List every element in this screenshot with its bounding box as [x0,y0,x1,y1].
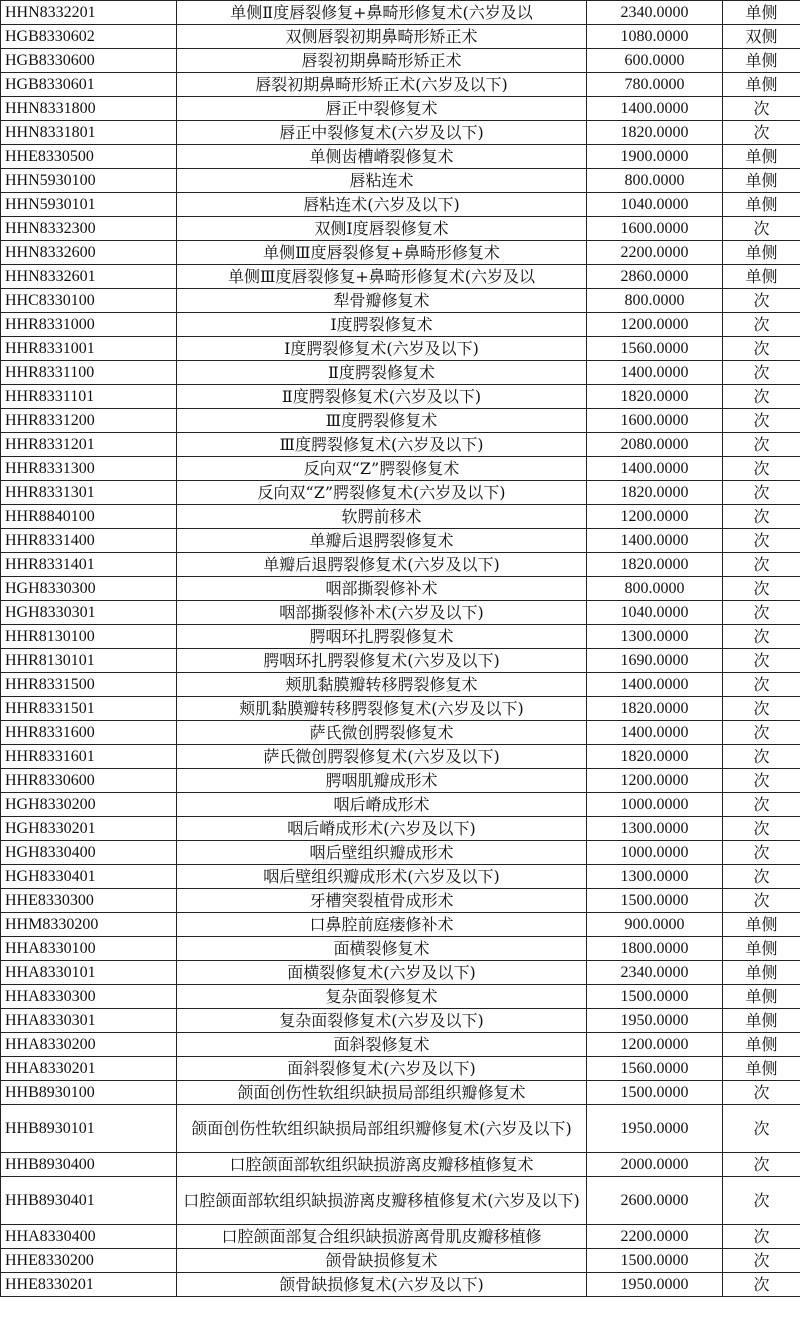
name-cell: 腭咽环扎腭裂修复术(六岁及以下) [177,649,587,673]
name-cell: 双侧Ⅰ度唇裂修复术 [177,217,587,241]
name-cell: 颌骨缺损修复术(六岁及以下) [177,1273,587,1297]
unit-cell: 次 [723,505,800,529]
table-row [1,985,800,1009]
price-cell: 1040.0000 [587,601,723,625]
unit-cell: 次 [723,817,800,841]
name-cell: 口腔颌面部复合组织缺损游离骨肌皮瓣移植修 [177,1225,587,1249]
code-cell: HHR8331400 [1,529,177,553]
code-cell: HGH8330400 [1,841,177,865]
table-row [1,25,800,49]
price-cell: 1950.0000 [587,1273,723,1297]
name-cell: Ⅱ度腭裂修复术(六岁及以下) [177,385,587,409]
code-cell: HHE8330500 [1,145,177,169]
unit-cell: 次 [723,1081,800,1105]
code-cell: HHR8130101 [1,649,177,673]
price-cell: 1300.0000 [587,865,723,889]
code-cell: HHR8331001 [1,337,177,361]
table-row [1,481,800,505]
unit-cell: 次 [723,1105,800,1153]
name-cell: 咽后嵴成形术(六岁及以下) [177,817,587,841]
name-cell: 软腭前移术 [177,505,587,529]
price-cell: 1690.0000 [587,649,723,673]
unit-cell: 单侧 [723,193,800,217]
table-row [1,1105,800,1153]
unit-cell: 单侧 [723,49,800,73]
code-cell: HHE8330200 [1,1249,177,1273]
unit-cell: 次 [723,433,800,457]
table-row [1,1249,800,1273]
unit-cell: 次 [723,337,800,361]
name-cell: 唇粘连术(六岁及以下) [177,193,587,217]
price-cell: 2200.0000 [587,1225,723,1249]
code-cell: HHN8332201 [1,1,177,25]
table-row [1,385,800,409]
unit-cell: 次 [723,697,800,721]
code-cell: HGB8330601 [1,73,177,97]
table-row [1,361,800,385]
code-cell: HHN8332601 [1,265,177,289]
price-cell: 1950.0000 [587,1009,723,1033]
code-cell: HHR8840100 [1,505,177,529]
unit-cell: 单侧 [723,1,800,25]
code-cell: HHC8330100 [1,289,177,313]
name-cell: 颌骨缺损修复术 [177,1249,587,1273]
table-row [1,97,800,121]
unit-cell: 次 [723,1153,800,1177]
name-cell: 咽部撕裂修补术 [177,577,587,601]
name-cell: 单瓣后退腭裂修复术 [177,529,587,553]
code-cell: HHR8331600 [1,721,177,745]
code-cell: HHA8330100 [1,937,177,961]
name-cell: 单瓣后退腭裂修复术(六岁及以下) [177,553,587,577]
code-cell: HHR8331601 [1,745,177,769]
code-cell: HHR8331101 [1,385,177,409]
name-cell: 口腔颌面部软组织缺损游离皮瓣移植修复术(六岁及以下) [177,1177,587,1225]
price-cell: 1500.0000 [587,1081,723,1105]
name-cell: 唇粘连术 [177,169,587,193]
code-cell: HGB8330602 [1,25,177,49]
table-row [1,1153,800,1177]
table-row [1,409,800,433]
price-cell: 2080.0000 [587,433,723,457]
unit-cell: 次 [723,841,800,865]
code-cell: HHA8330300 [1,985,177,1009]
price-cell: 1200.0000 [587,1033,723,1057]
price-cell: 1200.0000 [587,313,723,337]
table-row [1,337,800,361]
table-row [1,865,800,889]
unit-cell: 单侧 [723,913,800,937]
unit-cell: 次 [723,745,800,769]
price-cell: 1820.0000 [587,121,723,145]
name-cell: 双侧唇裂初期鼻畸形矫正术 [177,25,587,49]
price-cell: 800.0000 [587,577,723,601]
unit-cell: 次 [723,481,800,505]
name-cell: Ⅲ度腭裂修复术 [177,409,587,433]
unit-cell: 单侧 [723,241,800,265]
code-cell: HGH8330200 [1,793,177,817]
name-cell: 单侧齿槽嵴裂修复术 [177,145,587,169]
table-row [1,889,800,913]
price-cell: 600.0000 [587,49,723,73]
unit-cell: 次 [723,409,800,433]
price-cell: 1560.0000 [587,1057,723,1081]
code-cell: HGH8330401 [1,865,177,889]
name-cell: 面斜裂修复术 [177,1033,587,1057]
name-cell: 萨氏微创腭裂修复术 [177,721,587,745]
price-cell: 2000.0000 [587,1153,723,1177]
name-cell: 腭咽肌瓣成形术 [177,769,587,793]
code-cell: HHR8331500 [1,673,177,697]
name-cell: 唇裂初期鼻畸形矫正术 [177,49,587,73]
name-cell: Ⅲ度腭裂修复术(六岁及以下) [177,433,587,457]
code-cell: HHR8331100 [1,361,177,385]
code-cell: HHR8331201 [1,433,177,457]
code-cell: HHN5930100 [1,169,177,193]
table-row [1,1033,800,1057]
table-row [1,313,800,337]
code-cell: HHA8330201 [1,1057,177,1081]
code-cell: HHN5930101 [1,193,177,217]
unit-cell: 次 [723,649,800,673]
price-cell: 1400.0000 [587,529,723,553]
code-cell: HHE8330300 [1,889,177,913]
name-cell: 单侧Ⅲ度唇裂修复+鼻畸形修复术(六岁及以 [177,265,587,289]
price-cell: 1200.0000 [587,769,723,793]
name-cell: 口腔颌面部软组织缺损游离皮瓣移植修复术 [177,1153,587,1177]
unit-cell: 次 [723,313,800,337]
table-row [1,121,800,145]
table-row [1,289,800,313]
price-cell: 1400.0000 [587,673,723,697]
name-cell: 反向双“Z”腭裂修复术(六岁及以下) [177,481,587,505]
price-cell: 1000.0000 [587,793,723,817]
table-row [1,433,800,457]
unit-cell: 次 [723,865,800,889]
name-cell: 颊肌黏膜瓣转移腭裂修复术 [177,673,587,697]
code-cell: HGH8330301 [1,601,177,625]
name-cell: 颌面创伤性软组织缺损局部组织瓣修复术(六岁及以下) [177,1105,587,1153]
price-cell: 2200.0000 [587,241,723,265]
price-cell: 900.0000 [587,913,723,937]
table-row [1,649,800,673]
table-row [1,1057,800,1081]
name-cell: Ⅱ度腭裂修复术 [177,361,587,385]
table-row [1,673,800,697]
name-cell: 唇正中裂修复术(六岁及以下) [177,121,587,145]
table-row [1,241,800,265]
table-row [1,769,800,793]
price-cell: 2600.0000 [587,1177,723,1225]
table-row [1,1225,800,1249]
unit-cell: 单侧 [723,73,800,97]
code-cell: HHB8930401 [1,1177,177,1225]
price-cell: 2860.0000 [587,265,723,289]
price-cell: 1040.0000 [587,193,723,217]
unit-cell: 次 [723,97,800,121]
name-cell: 咽后壁组织瓣成形术(六岁及以下) [177,865,587,889]
unit-cell: 单侧 [723,1057,800,1081]
table-row [1,193,800,217]
table-row [1,169,800,193]
code-cell: HHR8331300 [1,457,177,481]
price-cell: 1400.0000 [587,457,723,481]
table-row [1,721,800,745]
table-body [1,1,800,1297]
name-cell: 口鼻腔前庭瘘修补术 [177,913,587,937]
price-cell: 800.0000 [587,289,723,313]
name-cell: 颊肌黏膜瓣转移腭裂修复术(六岁及以下) [177,697,587,721]
name-cell: 唇正中裂修复术 [177,97,587,121]
price-cell: 1820.0000 [587,385,723,409]
table-row [1,625,800,649]
code-cell: HGB8330600 [1,49,177,73]
price-cell: 1400.0000 [587,361,723,385]
code-cell: HHA8330301 [1,1009,177,1033]
unit-cell: 次 [723,361,800,385]
unit-cell: 次 [723,1225,800,1249]
name-cell: 复杂面裂修复术(六岁及以下) [177,1009,587,1033]
table-row [1,529,800,553]
table-row [1,265,800,289]
unit-cell: 单侧 [723,265,800,289]
price-cell: 1500.0000 [587,985,723,1009]
code-cell: HHR8331200 [1,409,177,433]
unit-cell: 次 [723,385,800,409]
table-row [1,841,800,865]
name-cell: 单侧Ⅱ度唇裂修复+鼻畸形修复术(六岁及以 [177,1,587,25]
price-cell: 1820.0000 [587,745,723,769]
table-row [1,217,800,241]
unit-cell: 次 [723,601,800,625]
price-cell: 1300.0000 [587,625,723,649]
price-cell: 1600.0000 [587,217,723,241]
name-cell: 单侧Ⅲ度唇裂修复+鼻畸形修复术 [177,241,587,265]
table-row [1,1,800,25]
unit-cell: 次 [723,457,800,481]
price-cell: 1300.0000 [587,817,723,841]
name-cell: 犁骨瓣修复术 [177,289,587,313]
unit-cell: 次 [723,625,800,649]
code-cell: HHR8331501 [1,697,177,721]
code-cell: HHN8332600 [1,241,177,265]
unit-cell: 次 [723,289,800,313]
name-cell: 咽后嵴成形术 [177,793,587,817]
unit-cell: 次 [723,121,800,145]
table-row [1,793,800,817]
unit-cell: 次 [723,529,800,553]
price-cell: 800.0000 [587,169,723,193]
code-cell: HHB8930101 [1,1105,177,1153]
price-cell: 780.0000 [587,73,723,97]
table-row [1,505,800,529]
price-cell: 1950.0000 [587,1105,723,1153]
code-cell: HHB8930100 [1,1081,177,1105]
price-cell: 1820.0000 [587,697,723,721]
price-cell: 2340.0000 [587,1,723,25]
code-cell: HHA8330400 [1,1225,177,1249]
table-row [1,697,800,721]
price-cell: 1820.0000 [587,553,723,577]
code-cell: HHE8330201 [1,1273,177,1297]
price-cell: 1080.0000 [587,25,723,49]
table-row [1,745,800,769]
table-row [1,553,800,577]
name-cell: Ⅰ度腭裂修复术(六岁及以下) [177,337,587,361]
price-cell: 1820.0000 [587,481,723,505]
code-cell: HHM8330200 [1,913,177,937]
price-cell: 1800.0000 [587,937,723,961]
table-row [1,1009,800,1033]
unit-cell: 次 [723,553,800,577]
code-cell: HHN8331800 [1,97,177,121]
unit-cell: 次 [723,721,800,745]
price-cell: 1200.0000 [587,505,723,529]
price-cell: 1600.0000 [587,409,723,433]
code-cell: HGH8330300 [1,577,177,601]
unit-cell: 单侧 [723,937,800,961]
code-cell: HHN8332300 [1,217,177,241]
code-cell: HHA8330200 [1,1033,177,1057]
price-cell: 1400.0000 [587,721,723,745]
name-cell: 牙槽突裂植骨成形术 [177,889,587,913]
unit-cell: 单侧 [723,145,800,169]
table-row [1,145,800,169]
unit-cell: 次 [723,1249,800,1273]
name-cell: 唇裂初期鼻畸形矫正术(六岁及以下) [177,73,587,97]
table-row [1,937,800,961]
table-row [1,817,800,841]
table-row [1,1081,800,1105]
name-cell: 面横裂修复术 [177,937,587,961]
name-cell: 面斜裂修复术(六岁及以下) [177,1057,587,1081]
code-cell: HHR8130100 [1,625,177,649]
code-cell: HHA8330101 [1,961,177,985]
table-row [1,1273,800,1297]
code-cell: HHR8331301 [1,481,177,505]
code-cell: HGH8330201 [1,817,177,841]
unit-cell: 次 [723,217,800,241]
unit-cell: 单侧 [723,985,800,1009]
name-cell: Ⅰ度腭裂修复术 [177,313,587,337]
price-cell: 1400.0000 [587,97,723,121]
name-cell: 复杂面裂修复术 [177,985,587,1009]
table-row [1,73,800,97]
unit-cell: 单侧 [723,169,800,193]
unit-cell: 次 [723,1273,800,1297]
name-cell: 咽部撕裂修补术(六岁及以下) [177,601,587,625]
price-cell: 1000.0000 [587,841,723,865]
unit-cell: 次 [723,673,800,697]
table-row [1,457,800,481]
code-cell: HHR8330600 [1,769,177,793]
table-row [1,577,800,601]
unit-cell: 单侧 [723,1033,800,1057]
name-cell: 萨氏微创腭裂修复术(六岁及以下) [177,745,587,769]
table-row [1,913,800,937]
name-cell: 面横裂修复术(六岁及以下) [177,961,587,985]
unit-cell: 单侧 [723,1009,800,1033]
code-cell: HHR8331401 [1,553,177,577]
unit-cell: 单侧 [723,961,800,985]
unit-cell: 次 [723,577,800,601]
price-cell: 1500.0000 [587,1249,723,1273]
name-cell: 颌面创伤性软组织缺损局部组织瓣修复术 [177,1081,587,1105]
table-row [1,49,800,73]
table-row [1,1177,800,1225]
code-cell: HHB8930400 [1,1153,177,1177]
price-cell: 1900.0000 [587,145,723,169]
unit-cell: 次 [723,889,800,913]
code-cell: HHN8331801 [1,121,177,145]
unit-cell: 次 [723,1177,800,1225]
unit-cell: 双侧 [723,25,800,49]
price-cell: 2340.0000 [587,961,723,985]
price-cell: 1560.0000 [587,337,723,361]
price-cell: 1500.0000 [587,889,723,913]
table-row [1,601,800,625]
unit-cell: 次 [723,793,800,817]
name-cell: 咽后壁组织瓣成形术 [177,841,587,865]
code-cell: HHR8331000 [1,313,177,337]
name-cell: 反向双“Z”腭裂修复术 [177,457,587,481]
table-row [1,961,800,985]
name-cell: 腭咽环扎腭裂修复术 [177,625,587,649]
unit-cell: 次 [723,769,800,793]
